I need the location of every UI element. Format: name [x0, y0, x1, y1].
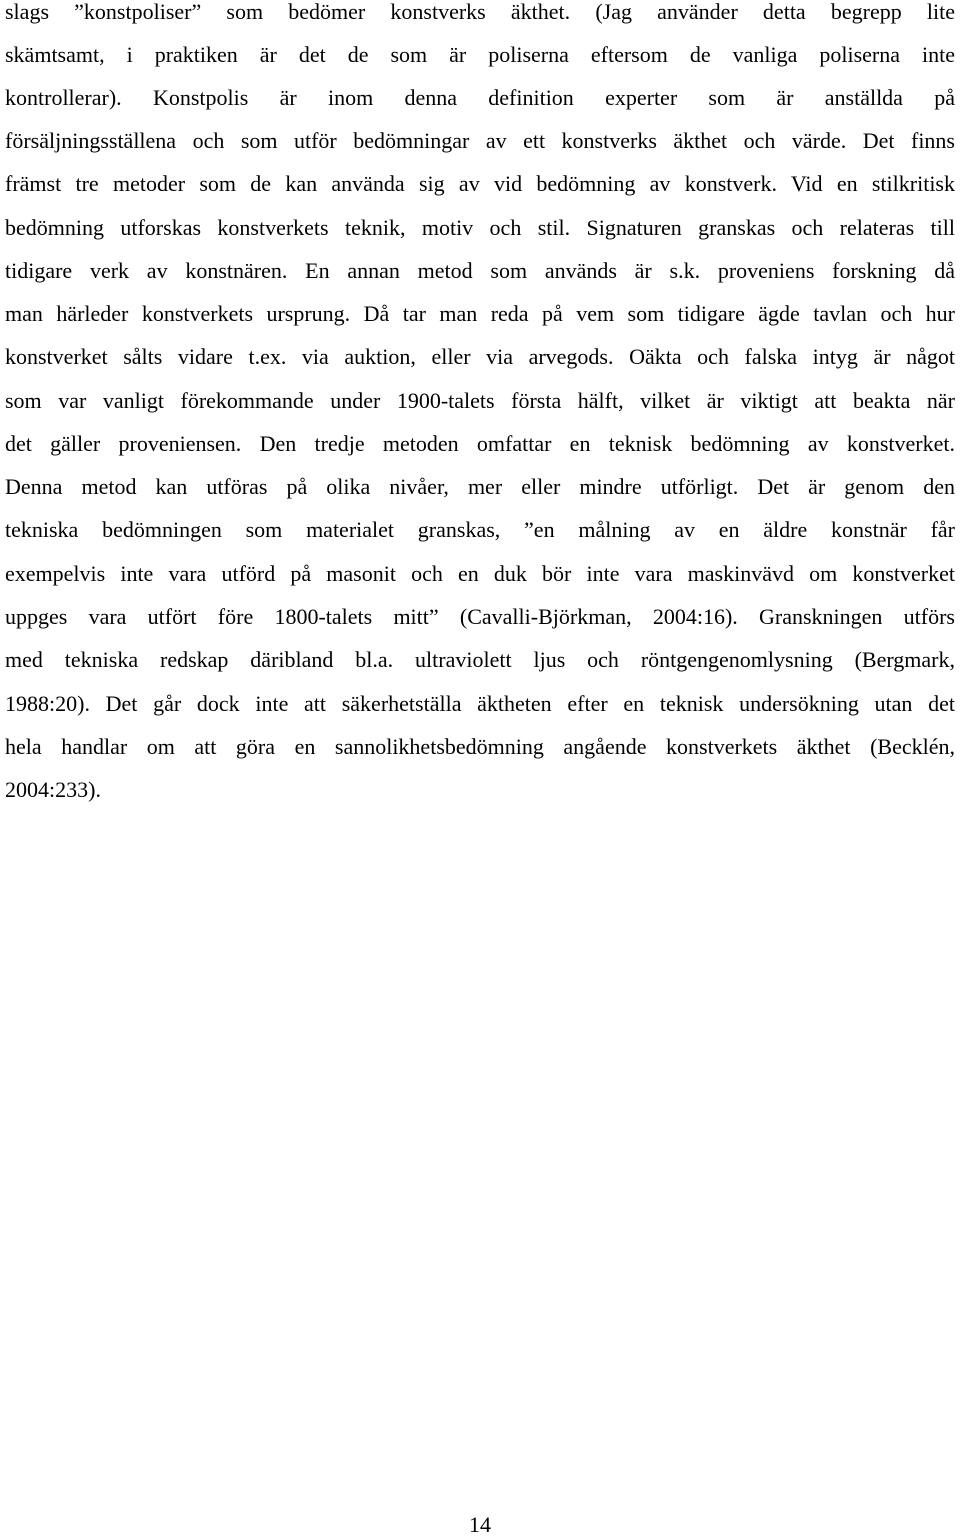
text-line: kontrollerar). Konstpolis är inom denna definition experter som är anställda på: [5, 85, 955, 110]
page-number: 14: [469, 1512, 491, 1537]
text-line: man härleder konstverkets ursprung. Då tar man reda på vem som tidigare ägde tavlan och hur: [5, 301, 955, 326]
text-line: tidigare verk av konstnären. En annan metod som används är s.k. proveniens forskning då: [5, 258, 955, 283]
text-line: konstverket sålts vidare t.ex. via auktion, eller via arvegods. Oäkta och falska intyg är något: [5, 344, 955, 369]
text-line: det gäller proveniensen. Den tredje metoden omfattar en teknisk bedömning av konstverket.: [5, 431, 955, 456]
text-line: 1988:20). Det går dock inte att säkerhetställa äktheten efter en teknisk undersökning utan det: [5, 691, 955, 716]
text-line: uppges vara utfört före 1800-talets mitt” (Cavalli-Björkman, 2004:16). Granskningen utförs: [5, 604, 955, 629]
text-line: hela handlar om att göra en sannolikhetsbedömning angående konstverkets äkthet (Becklén,: [5, 734, 955, 759]
text-line: slags ”konstpoliser” som bedömer konstverks äkthet. (Jag använder detta begrepp lite: [5, 0, 955, 24]
text-line: främst tre metoder som de kan använda sig av vid bedömning av konstverk. Vid en stilkritisk: [5, 171, 955, 196]
text-line: skämtsamt, i praktiken är det de som är poliserna eftersom de vanliga poliserna inte: [5, 42, 955, 67]
text-line: tekniska bedömningen som materialet granskas, ”en målning av en äldre konstnär får: [5, 517, 955, 542]
text-line: Denna metod kan utföras på olika nivåer, mer eller mindre utförligt. Det är genom den: [5, 474, 955, 499]
text-line: som var vanligt förekommande under 1900-talets första hälft, vilket är viktigt att beakta när: [5, 388, 955, 413]
text-line: försäljningsställena och som utför bedömningar av ett konstverks äkthet och värde. Det finns: [5, 128, 955, 153]
text-line: exempelvis inte vara utförd på masonit och en duk bör inte vara maskinvävd om konstverket: [5, 561, 955, 586]
text-line: 2004:233).: [5, 777, 101, 802]
text-line: med tekniska redskap däribland bl.a. ultraviolett ljus och röntgengenomlysning (Bergmark,: [5, 647, 955, 672]
text-line: bedömning utforskas konstverkets teknik, motiv och stil. Signaturen granskas och relateras till: [5, 215, 955, 240]
